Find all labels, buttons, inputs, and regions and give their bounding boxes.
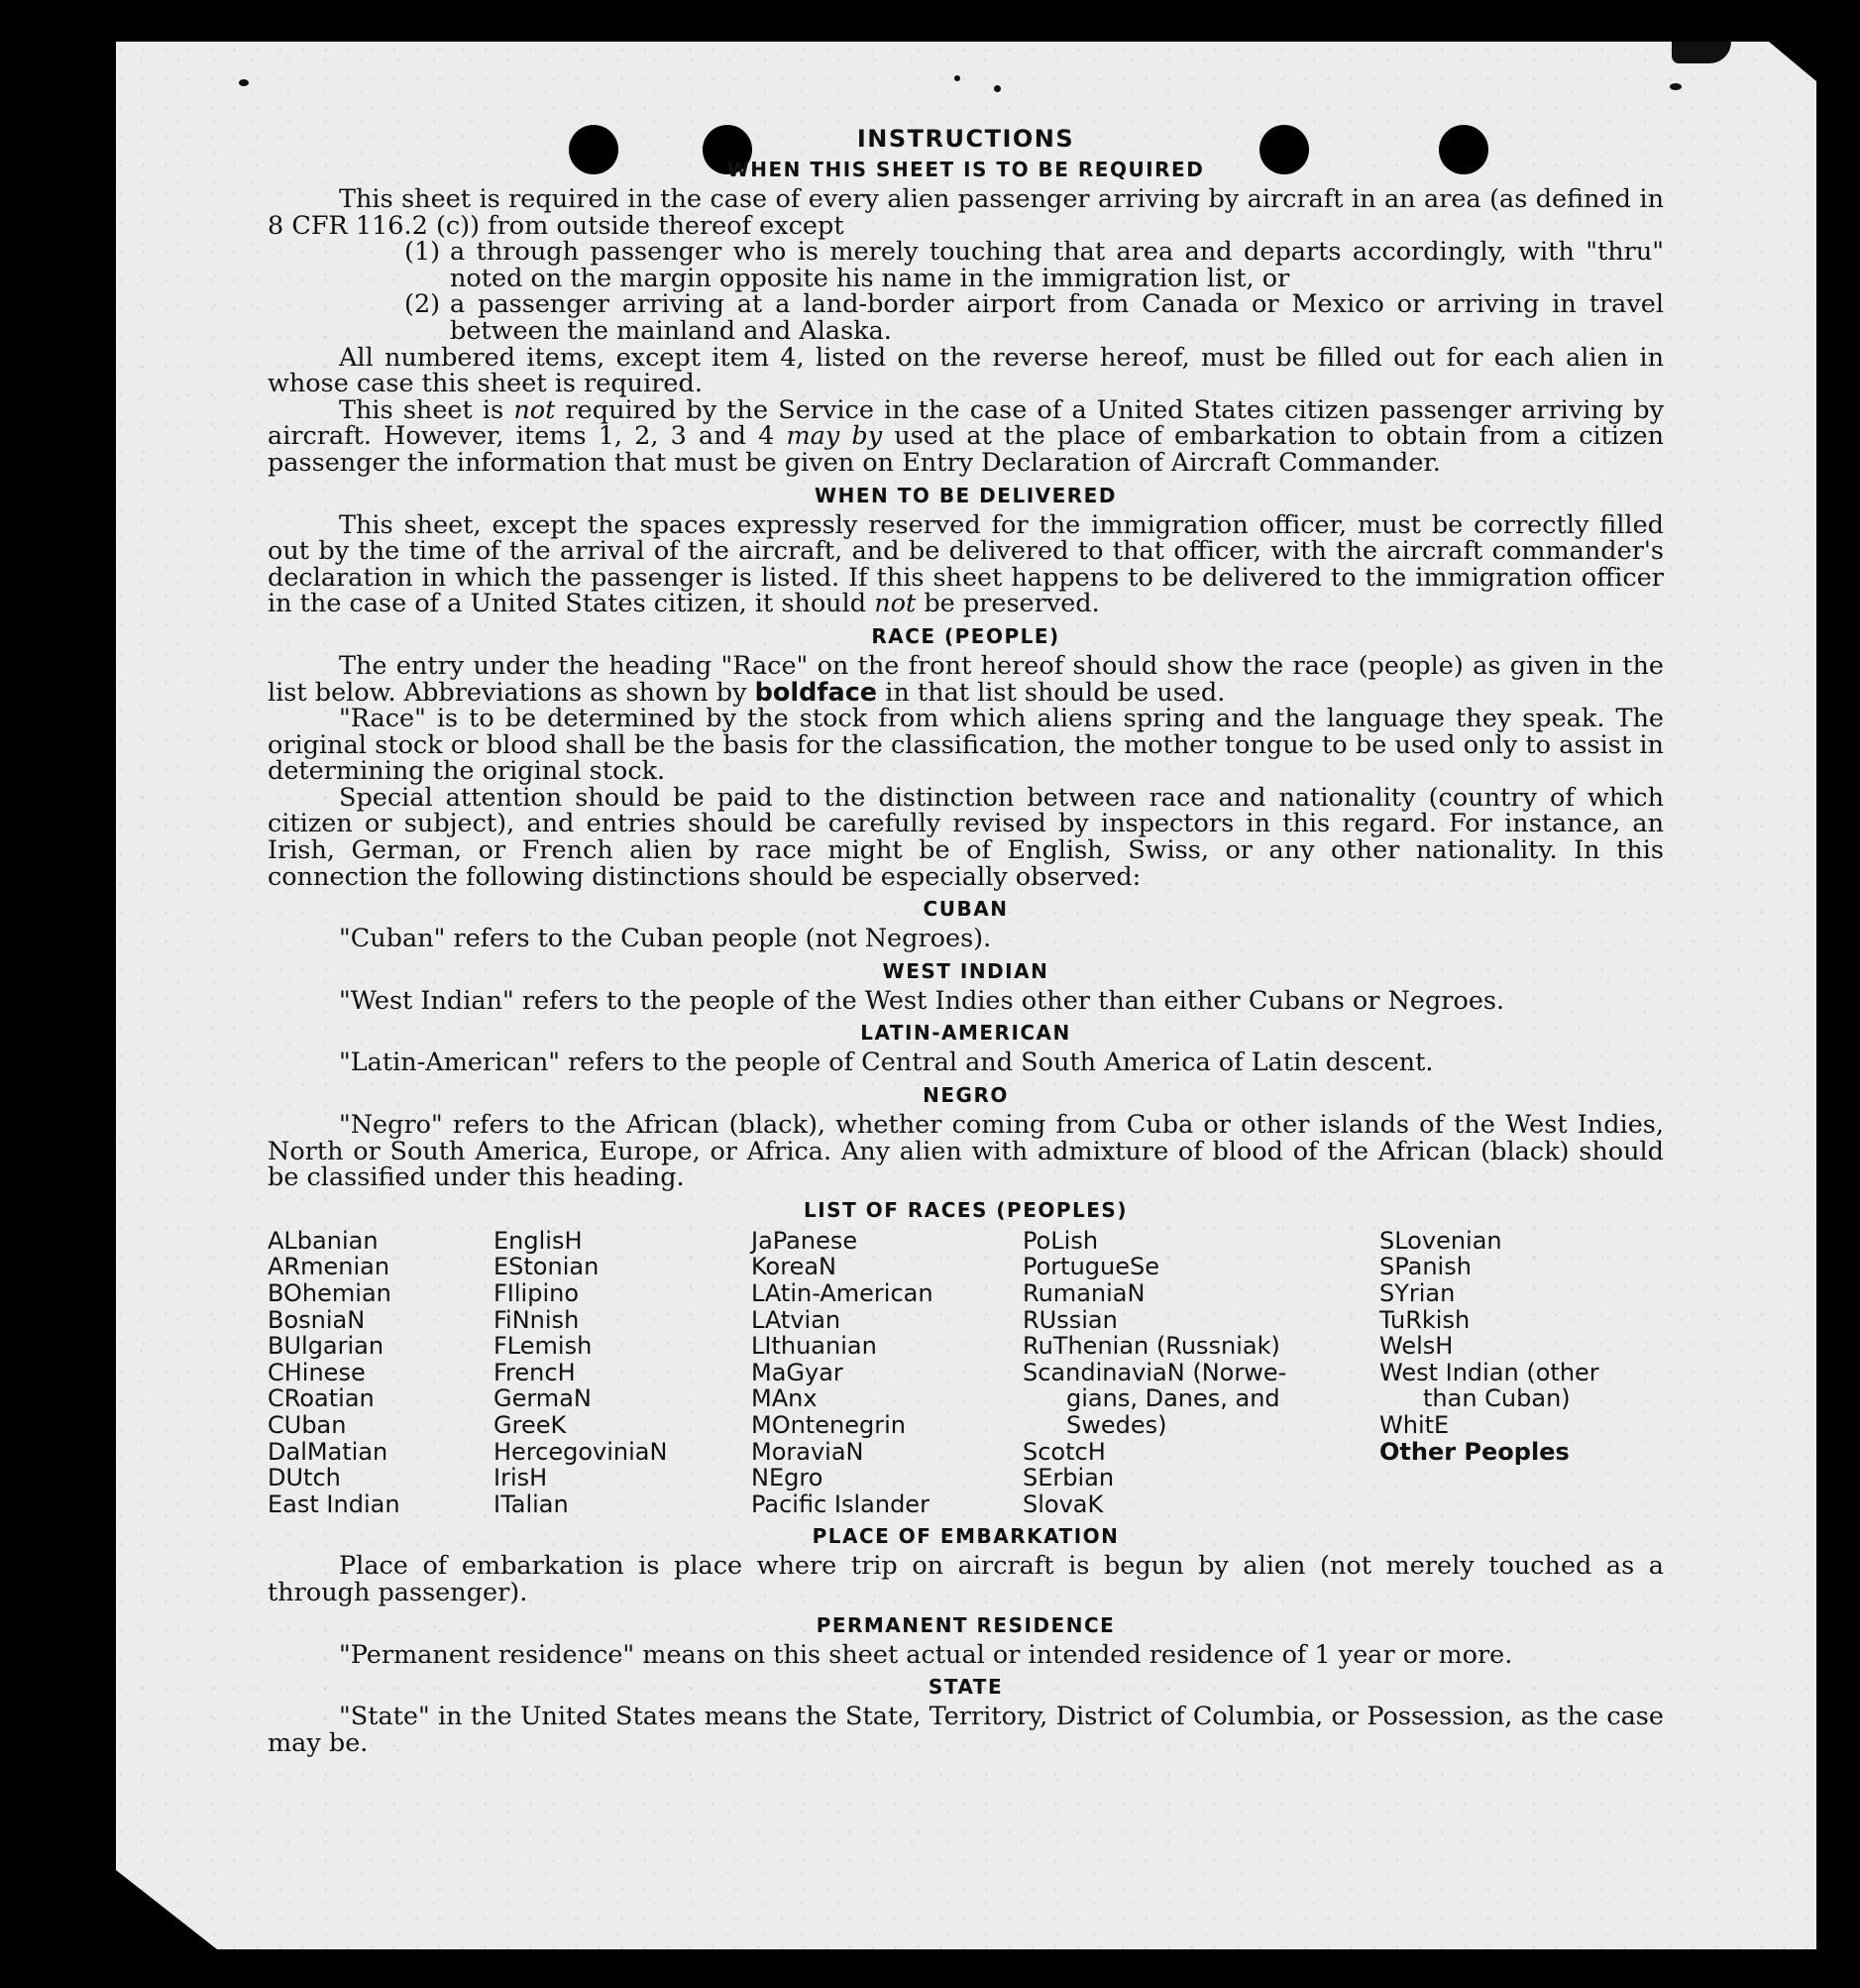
paragraph: "Cuban" refers to the Cuban people (not Negroes). xyxy=(339,924,992,954)
race-entry: ITalian xyxy=(493,1490,569,1518)
race-entry: HercegoviniaN xyxy=(493,1437,668,1466)
list-item xyxy=(404,239,1664,291)
race-entry: MOntenegrin xyxy=(751,1410,906,1439)
paragraph: Place of embarkation is place where trip on aircraft is begun by alien (not merely touched as a through passenger). xyxy=(268,1551,1664,1607)
race-entry: MaGyar xyxy=(751,1358,843,1386)
race-entry: Pacific Islander xyxy=(751,1490,930,1518)
paragraph: Special attention should be paid to the distinction between race and nationality (country of which citizen or subject), and entries should be carefully revised by inspectors in this regard. For instance, an Irish, German, or French alien by race might be of English, Swiss, or any other nationality. In this connection the following distinctions should be especially observed: xyxy=(268,782,1664,892)
race-entry: RumaniaN xyxy=(1023,1279,1146,1307)
race-entry: ARmenian xyxy=(268,1253,390,1281)
race-column xyxy=(751,1228,1023,1518)
paragraph: "State" in the United States means the State, Territory, District of Columbia, or Possession, as the case may be. xyxy=(268,1702,1664,1758)
race-entry: than Cuban) xyxy=(1423,1384,1571,1413)
ink-speck xyxy=(239,79,249,86)
race-list xyxy=(268,1228,1664,1518)
item-number: (2) xyxy=(404,289,441,320)
race-entry: LIthuanian xyxy=(751,1332,877,1361)
race-entry: gians, Danes, and xyxy=(1066,1384,1280,1413)
section-heading-embarkation: PLACE OF EMBARKATION xyxy=(812,1524,1120,1549)
paragraph: All numbered items, except item 4, listed on the reverse hereof, must be filled out for each alien in whose case this sheet is required. xyxy=(268,342,1664,399)
race-column xyxy=(493,1228,751,1518)
race-entry: SlovaK xyxy=(1023,1490,1104,1518)
race-entry: EStonian xyxy=(493,1253,600,1281)
paragraph: The entry under the heading "Race" on the front hereof should show the race (people) as given in the list below. Abbreviations as shown by boldface in that list should be used. xyxy=(268,650,1664,708)
race-column xyxy=(1379,1228,1664,1518)
race-entry: RUssian xyxy=(1023,1305,1118,1334)
race-entry: NEgro xyxy=(751,1464,823,1492)
race-entry: EnglisH xyxy=(493,1226,583,1255)
ink-speck xyxy=(954,75,960,81)
race-entry: DalMatian xyxy=(268,1437,388,1466)
ink-speck xyxy=(1670,83,1682,90)
section-heading-cuban: CUBAN xyxy=(923,897,1009,922)
paragraph: "Race" is to be determined by the stock from which aliens spring and the language they speak. The original stock or blood shall be the basis for the classification, the mother tongue to be used only to assist in determining the original stock. xyxy=(268,704,1664,787)
section-heading-when-required: WHEN THIS SHEET IS TO BE REQUIRED xyxy=(726,158,1205,181)
section-heading-residence: PERMANENT RESIDENCE xyxy=(816,1612,1116,1637)
race-entry: KoreaN xyxy=(751,1253,836,1281)
race-entry: WhitE xyxy=(1379,1410,1450,1439)
race-entry: DUtch xyxy=(268,1464,341,1492)
race-entry: BUlgarian xyxy=(268,1332,384,1361)
section-heading-list-of-races: LIST OF RACES (PEOPLES) xyxy=(804,1197,1128,1222)
race-entry: PoLish xyxy=(1023,1226,1099,1255)
race-entry: LAtvian xyxy=(751,1305,841,1334)
race-entry: FLemish xyxy=(493,1332,593,1361)
race-entry: SErbian xyxy=(1023,1464,1115,1492)
race-entry: FIlipino xyxy=(493,1279,580,1307)
race-entry: FiNnish xyxy=(493,1305,580,1334)
race-entry: SYrian xyxy=(1379,1279,1456,1307)
list-item xyxy=(404,291,1664,344)
race-entry: TuRkish xyxy=(1379,1305,1471,1334)
race-entry: Swedes) xyxy=(1066,1410,1167,1439)
section-heading-latin-american: LATIN-AMERICAN xyxy=(860,1021,1071,1046)
race-entry: RuThenian (Russniak) xyxy=(1023,1332,1280,1361)
race-entry: IrisH xyxy=(493,1464,548,1492)
item-number: (1) xyxy=(404,237,441,268)
paragraph: "Latin-American" refers to the people of Central and South America of Latin descent. xyxy=(339,1048,1434,1078)
race-entry: ALbanian xyxy=(268,1226,379,1255)
paragraph: "Negro" refers to the African (black), whether coming from Cuba or other islands of the West Indies, North or South America, Europe, or Africa. Any alien with admixture of blood of the African (black) should be classified under this heading. xyxy=(268,1110,1664,1193)
paragraph: This sheet is not required by the Service in the case of a United States citizen passenger arriving by aircraft. However, items 1, 2, 3 and 4 may by used at the place of embarkation to obtain from a citizen passenger the information that must be given on Entry Declaration of Aircraft Commander. xyxy=(268,394,1665,478)
race-entry: Other Peoples xyxy=(1379,1437,1570,1466)
race-entry: BosniaN xyxy=(268,1305,366,1334)
race-entry: MoraviaN xyxy=(751,1437,864,1466)
section-heading-state: STATE xyxy=(928,1675,1004,1700)
instructions-text xyxy=(268,127,1664,1756)
race-entry: East Indian xyxy=(268,1490,400,1518)
paragraph: "West Indian" refers to the people of the West Indies other than either Cubans or Negroes. xyxy=(339,985,1505,1016)
paragraph: This sheet is required in the case of every alien passenger arriving by aircraft in an area (as defined in 8 CFR 116.2 (c)) from outside thereof except xyxy=(268,184,1664,241)
race-entry: CHinese xyxy=(268,1358,366,1386)
section-heading-when-delivered: WHEN TO BE DELIVERED xyxy=(815,483,1117,507)
race-entry: MAnx xyxy=(751,1384,818,1413)
race-entry: GermaN xyxy=(493,1384,592,1413)
section-heading-west-indian: WEST INDIAN xyxy=(882,958,1049,983)
item-text: a through passenger who is merely touching that area and departs accordingly, with "thru" noted on the margin opposite his name in the immigration list, or xyxy=(450,237,1664,293)
page-title: INSTRUCTIONS xyxy=(856,125,1075,153)
race-entry: CRoatian xyxy=(268,1384,375,1413)
section-heading-race: RACE (PEOPLE) xyxy=(871,623,1060,648)
race-column xyxy=(268,1228,493,1518)
race-entry: West Indian (other xyxy=(1379,1358,1599,1386)
race-entry: BOhemian xyxy=(268,1279,391,1307)
item-text: a passenger arriving at a land-border airport from Canada or Mexico or arriving in travel between the mainland and Alaska. xyxy=(450,289,1664,346)
race-entry: PortugueSe xyxy=(1023,1253,1159,1281)
race-entry: SLovenian xyxy=(1379,1226,1502,1255)
race-entry: CUban xyxy=(268,1410,347,1439)
race-entry: GreeK xyxy=(493,1410,567,1439)
race-entry: LAtin-American xyxy=(751,1279,933,1307)
paragraph: "Permanent residence" means on this sheet actual or intended residence of 1 year or more. xyxy=(339,1639,1513,1670)
race-entry: JaPanese xyxy=(751,1226,858,1255)
race-entry: SPanish xyxy=(1379,1253,1472,1281)
section-heading-negro: NEGRO xyxy=(923,1083,1009,1108)
race-entry: FrencH xyxy=(493,1358,576,1386)
paragraph: This sheet, except the spaces expressly reserved for the immigration officer, must be correctly filled out by the time of the arrival of the aircraft, and be delivered to that officer, with the aircraft commander's declaration in which the passenger is listed. If this sheet happens to be delivered to the immigration officer in the case of a United States citizen, it should not be preserved. xyxy=(268,509,1664,619)
race-entry: ScotcH xyxy=(1023,1437,1106,1466)
race-column xyxy=(1023,1228,1379,1518)
paper-tear xyxy=(1672,42,1731,63)
race-entry: ScandinaviaN (Norwe- xyxy=(1023,1358,1287,1386)
ink-speck xyxy=(994,85,1001,92)
race-entry: WelsH xyxy=(1379,1332,1454,1361)
